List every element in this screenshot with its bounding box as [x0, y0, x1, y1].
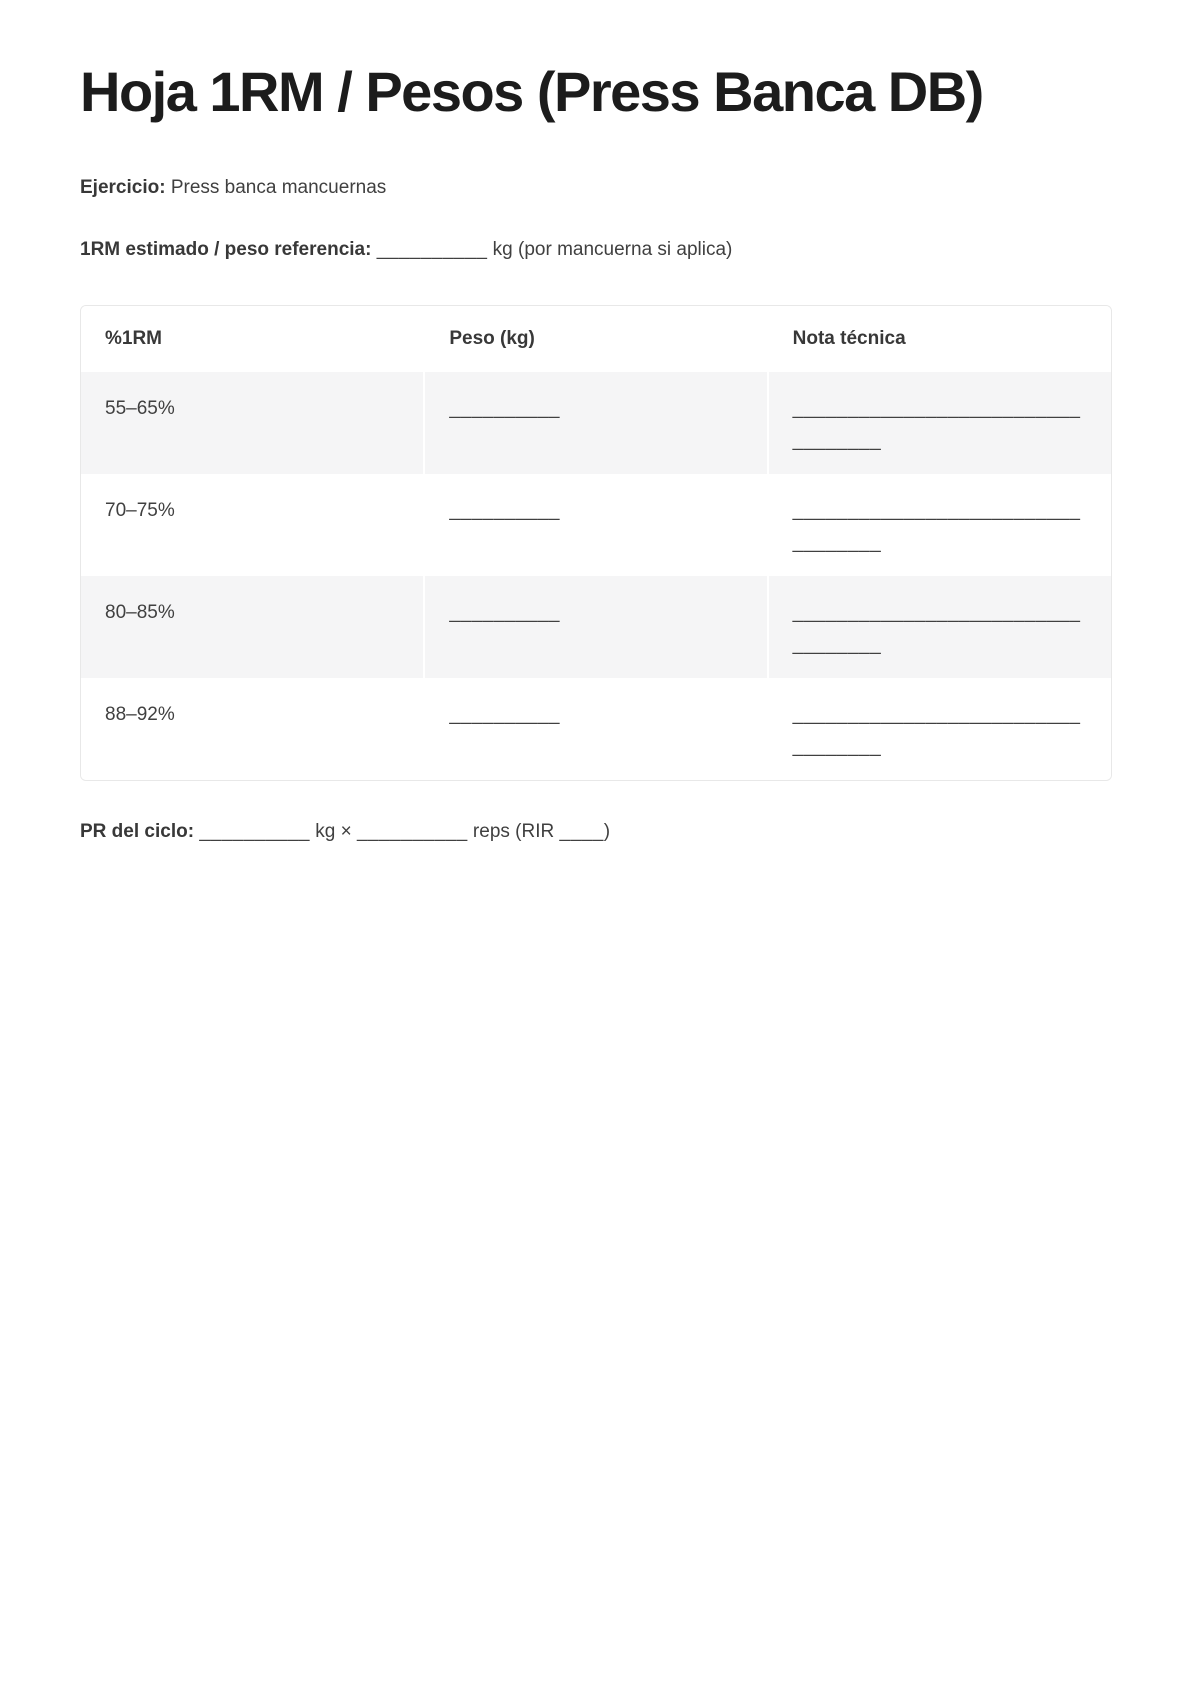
exercise-line: [80, 173, 1112, 203]
percentage-table: [81, 306, 1111, 780]
table-row: [81, 576, 1111, 678]
column-header-pct1rm: %1RM: [81, 306, 424, 372]
table-row: [81, 372, 1111, 474]
nota-blank-cell: [768, 576, 1111, 678]
exercise-label: Ejercicio:: [80, 177, 171, 198]
peso-blank-field: __________: [449, 602, 560, 623]
nota-blank-field: __________________________________: [792, 500, 1081, 553]
peso-blank-field: __________: [449, 398, 560, 419]
pr-kg-times-text: kg ×: [309, 821, 357, 842]
table-body: [81, 372, 1111, 780]
table-header: [81, 306, 1111, 372]
percentage-table-container: [80, 305, 1112, 781]
reference-label: 1RM estimado / peso referencia:: [80, 239, 377, 260]
pr-close-paren: ): [603, 821, 611, 842]
peso-blank-field: __________: [449, 500, 560, 521]
pct-range-cell: 55–65%: [81, 372, 424, 474]
pct-range-cell: 70–75%: [81, 474, 424, 576]
pr-cycle-line: [80, 817, 1112, 847]
table-header-row: [81, 306, 1111, 372]
nota-blank-field: __________________________________: [792, 398, 1081, 451]
nota-blank-cell: [768, 474, 1111, 576]
peso-blank-field: __________: [449, 704, 560, 725]
exercise-value: Press banca mancuernas: [170, 177, 387, 198]
page-title: Hoja 1RM / Pesos (Press Banca DB): [80, 60, 983, 123]
pr-kg-blank-field: __________: [199, 821, 310, 842]
nota-blank-field: __________________________________: [792, 704, 1081, 757]
table-row: [81, 678, 1111, 780]
peso-blank-cell: [424, 576, 767, 678]
reference-suffix: kg (por mancuerna si aplica): [487, 239, 733, 260]
peso-blank-cell: [424, 474, 767, 576]
column-header-peso-kg: Peso (kg): [424, 306, 767, 372]
peso-blank-cell: [424, 372, 767, 474]
pr-reps-rir-text: reps (RIR: [467, 821, 560, 842]
reference-blank-field: __________: [376, 239, 488, 260]
reference-line: [80, 235, 1112, 265]
pr-cycle-label: PR del ciclo:: [80, 821, 200, 842]
nota-blank-cell: [768, 372, 1111, 474]
pr-reps-blank-field: __________: [356, 821, 468, 842]
pct-range-cell: 88–92%: [81, 678, 424, 780]
column-header-nota-tecnica: Nota técnica: [768, 306, 1111, 372]
nota-blank-field: __________________________________: [792, 602, 1081, 655]
table-row: [81, 474, 1111, 576]
pr-rir-blank-field: ____: [559, 821, 604, 842]
pct-range-cell: 80–85%: [81, 576, 424, 678]
nota-blank-cell: [768, 678, 1111, 780]
peso-blank-cell: [424, 678, 767, 780]
